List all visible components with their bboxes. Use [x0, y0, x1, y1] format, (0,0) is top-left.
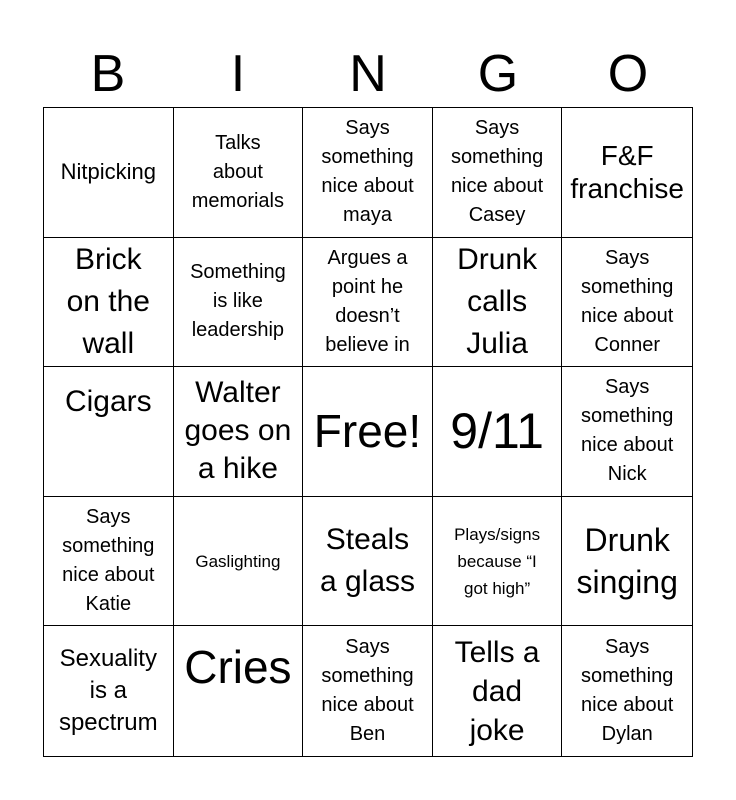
header-letter-o: O	[607, 45, 649, 103]
bingo-cell-r2c4[interactable]	[433, 238, 563, 368]
bingo-cell-r1c3[interactable]	[303, 108, 433, 238]
bingo-card	[43, 107, 693, 757]
header-letter-b: B	[90, 45, 126, 103]
bingo-cell-r2c1[interactable]	[44, 238, 174, 368]
bingo-cell-r3c4[interactable]	[433, 367, 563, 497]
header-letter-g: G	[477, 45, 519, 103]
cell-text: Argues a point he doesn’t believe in	[325, 246, 410, 356]
cell-text: Says something nice about maya	[321, 117, 414, 227]
bingo-cell-r1c2[interactable]	[174, 108, 304, 238]
cell-text: Nitpicking	[60, 159, 156, 185]
bingo-cell-r4c3[interactable]	[303, 497, 433, 627]
bingo-cell-r2c5[interactable]	[562, 238, 692, 368]
bingo-cell-r5c3[interactable]	[303, 626, 433, 756]
cell-text: 9/11	[450, 403, 544, 460]
bingo-cell-r4c1[interactable]	[44, 497, 174, 627]
bingo-cell-r2c3[interactable]	[303, 238, 433, 368]
bingo-cell-r1c5[interactable]	[562, 108, 692, 238]
cell-text: Gaslighting	[195, 551, 281, 571]
cell-text: Talks about memorials	[191, 131, 285, 212]
cell-text: Brick on the wall	[66, 242, 150, 360]
bingo-cell-r5c1[interactable]	[44, 626, 174, 756]
cell-text: Says something nice about Casey	[450, 117, 544, 227]
cell-text: Steals a glass	[319, 523, 416, 599]
cell-text: Drunk calls Julia	[457, 242, 538, 360]
bingo-cell-r5c5[interactable]	[562, 626, 692, 756]
cell-text: Walter goes on a hike	[184, 376, 292, 486]
cell-text: Says something nice about Dylan	[581, 636, 674, 746]
bingo-header	[43, 44, 693, 104]
bingo-cell-r5c2[interactable]	[174, 626, 304, 756]
bingo-cell-r4c4[interactable]	[433, 497, 563, 627]
bingo-cell-r3c3[interactable]	[303, 367, 433, 497]
bingo-cell-r4c5[interactable]	[562, 497, 692, 627]
cell-text: Drunk singing	[576, 522, 678, 601]
header-letter-n: N	[349, 45, 387, 103]
cell-text: Says something nice about Ben	[321, 636, 414, 746]
bingo-cell-r5c4[interactable]	[433, 626, 563, 756]
cell-text: Sexuality is a spectrum	[58, 645, 158, 737]
cell-text: Says something nice about Conner	[581, 246, 674, 356]
cell-text: Tells a dad joke	[454, 635, 540, 747]
cell-text: Plays/signs because “I got high”	[454, 524, 541, 598]
cell-text: Free!	[313, 405, 422, 458]
bingo-cell-r4c2[interactable]	[174, 497, 304, 627]
bingo-cell-r1c1[interactable]	[44, 108, 174, 238]
bingo-cell-r3c2[interactable]	[174, 367, 304, 497]
cell-text: Something is like leadership	[190, 261, 286, 342]
bingo-cell-r3c5[interactable]	[562, 367, 692, 497]
bingo-cell-r2c2[interactable]	[174, 238, 304, 368]
cell-text: Cries	[184, 641, 292, 694]
cell-text: F&F franchise	[570, 140, 684, 205]
bingo-cell-r3c1[interactable]	[44, 367, 174, 497]
cell-text: Says something nice about Nick	[581, 376, 674, 486]
cell-text: Cigars	[64, 385, 152, 419]
bingo-cell-r1c4[interactable]	[433, 108, 563, 238]
cell-text: Says something nice about Katie	[62, 506, 155, 616]
header-letter-i: I	[230, 45, 246, 103]
